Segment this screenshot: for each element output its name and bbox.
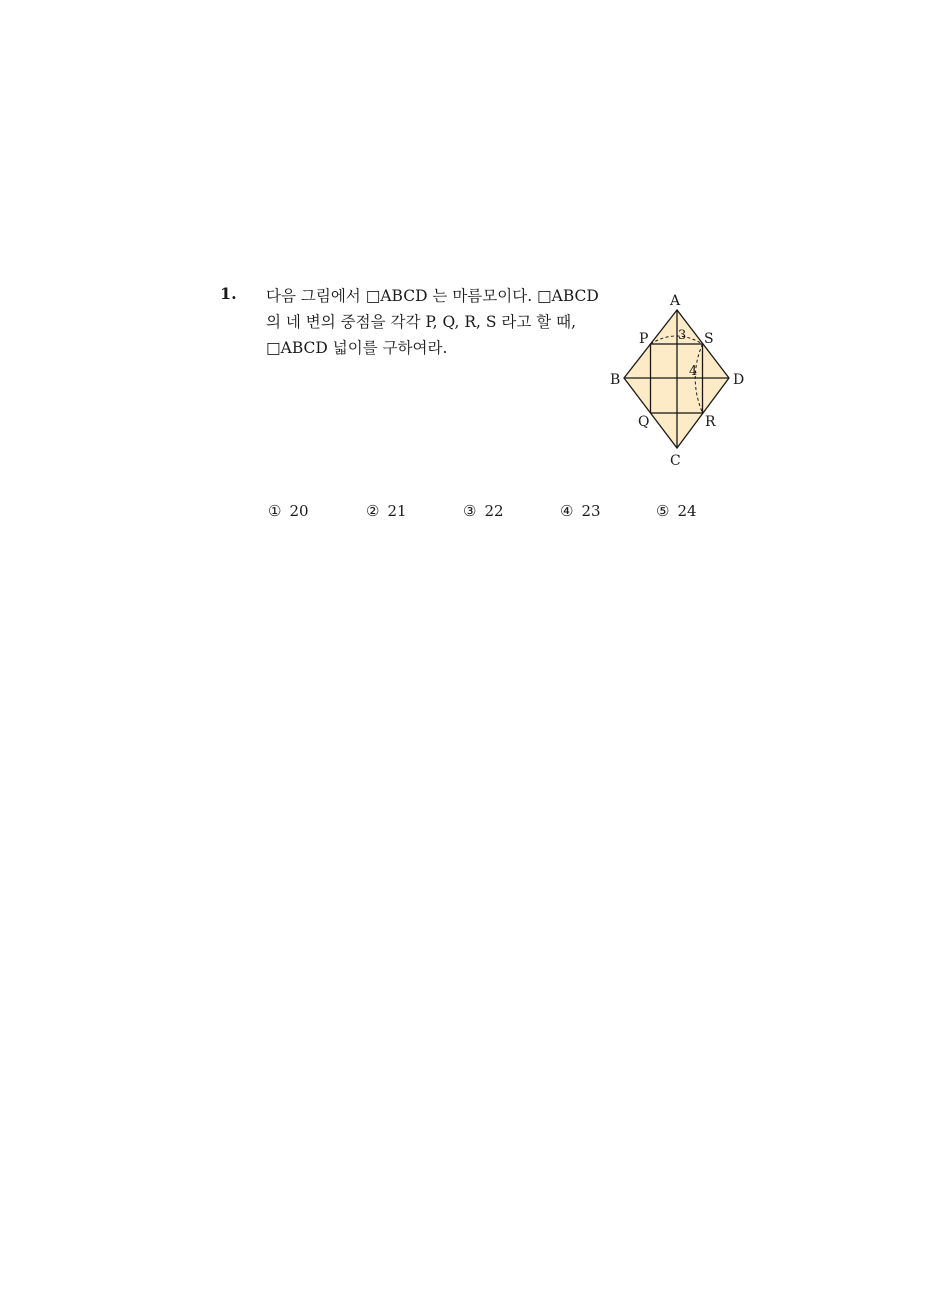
- choice-mark: ④: [560, 502, 574, 520]
- choice-value: 20: [289, 502, 309, 520]
- choice-mark: ⑤: [656, 502, 670, 520]
- choice-4[interactable]: [560, 502, 601, 520]
- label-q: Q: [638, 414, 650, 430]
- dimension-label-3: 3: [678, 328, 687, 343]
- choice-value: 24: [677, 502, 697, 520]
- question-number: 1.: [220, 284, 237, 303]
- question-line: □ABCD 넓이를 구하여라.: [266, 339, 448, 357]
- choice-mark: ①: [268, 502, 282, 520]
- label-r: R: [705, 414, 716, 430]
- choice-value: 22: [484, 502, 504, 520]
- label-c: C: [670, 453, 681, 469]
- question-line: 의 네 변의 중점을 각각 P, Q, R, S 라고 할 때,: [266, 313, 577, 331]
- label-b: B: [610, 372, 621, 388]
- choice-value: 21: [387, 502, 407, 520]
- question-line: 다음 그림에서 □ABCD 는 마름모이다. □ABCD: [266, 287, 599, 305]
- choice-2[interactable]: [366, 502, 407, 520]
- dimension-label-4: 4: [689, 364, 698, 379]
- question-text: [266, 283, 599, 361]
- choice-mark: ③: [463, 502, 477, 520]
- rhombus-figure: [600, 284, 750, 474]
- choice-5[interactable]: [656, 502, 697, 520]
- choice-value: 23: [581, 502, 601, 520]
- label-a: A: [670, 293, 681, 309]
- choice-mark: ②: [366, 502, 380, 520]
- label-d: D: [733, 372, 745, 388]
- label-p: P: [639, 331, 649, 347]
- label-s: S: [704, 331, 714, 347]
- choice-1[interactable]: [268, 502, 309, 520]
- choice-3[interactable]: [463, 502, 504, 520]
- answer-choices: [268, 502, 728, 524]
